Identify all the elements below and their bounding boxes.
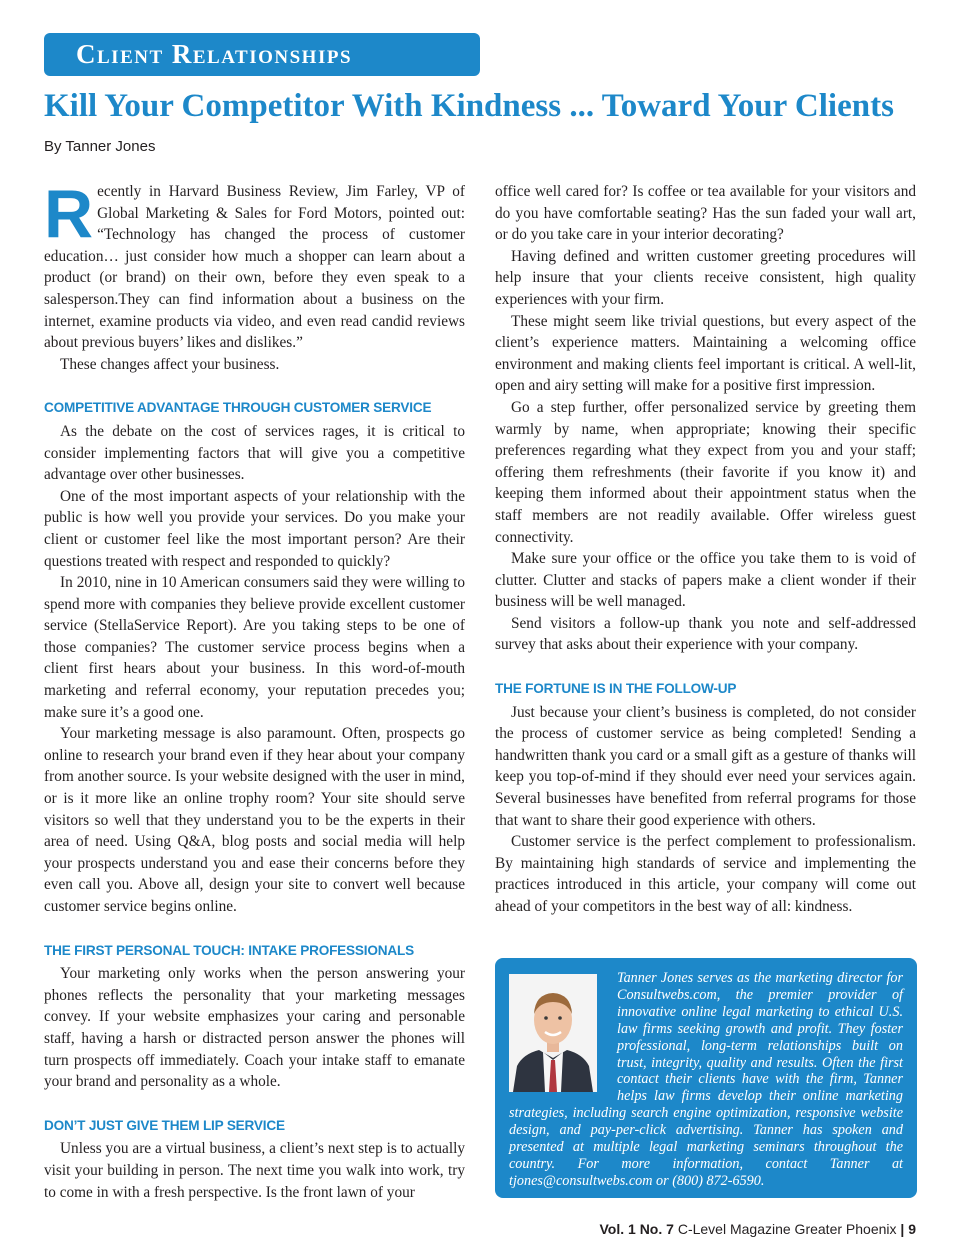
body-paragraph: Go a step further, offer personalized service by greeting them warmly by name, when appropriate; knowing their specific preferences regarding what they expect from you and your staff; offering them refreshments (their favorite if you know it) and keeping them informed about their appointment status when the staff members are not readily available. Offer wireless guest connectivity.: [495, 398, 916, 546]
body-paragraph: Your marketing message is also paramount. Often, prospects go online to research your brand even if they hear about your company from another source. Is your website designed with the user in mind, or is it more like an online trophy room? Your site should serve visitors so well that they understand you to be the experts in their area of need. Using Q&A, blog posts and social media will help your prospects understand you and ease their concerns before they even call you. Above all, design your site to convert well because customer service begins online.: [44, 725, 465, 915]
page-number: 9: [908, 1221, 916, 1237]
intro-paragraph-1: Recently in Harvard Business Review, Jim Farley, VP of Global Marketing & Sales for Ford Motors, pointed out: “Technology has changed the process of customer education… just consider how much a shopper can learn about a product (or brand) on their own, before they even speak to a salesperson.They can find information about a business on the internet, examine products via video, and even read candid reviews about previous buyers’ likes and dislikes.”: [44, 176, 465, 352]
body-paragraph: Unless you are a virtual business, a client’s next step is to actually visit your building in person. The next time you walk into work, try to come in with a fresh perspective. Is the front lawn of your: [44, 1140, 465, 1201]
body-paragraph: Your marketing only works when the person answering your phones reflects the personality that your marketing messages convey. If your website emphasizes your caring and personable staff, having a harsh or distracted person answer the phones will turn prospects off immediately. Coach your intake staff to emanate your brand and personality as a whole.: [44, 965, 465, 1091]
body-paragraph: These might seem like trivial questions, but every aspect of the client’s experience matters. Maintaining a welcoming office environment and making clients feel important is critical. A well-lit, open and airy setting will make for a positive first impression.: [495, 312, 916, 395]
issue-number: Vol. 1 No. 7: [599, 1221, 674, 1237]
drop-cap: R: [44, 176, 94, 252]
right-column: [495, 181, 916, 918]
section-heading: THE FIRST PERSONAL TOUCH: INTAKE PROFESSIONALS: [44, 942, 414, 958]
left-column: [44, 176, 465, 1203]
article-title: Kill Your Competitor With Kindness ... Toward Your Clients: [44, 88, 894, 124]
section-heading: THE FORTUNE IS IN THE FOLLOW-UP: [495, 681, 737, 697]
publication-name: C-Level Magazine Greater Phoenix: [677, 1221, 897, 1237]
section-tab: [44, 33, 480, 76]
section-heading: COMPETITIVE ADVANTAGE THROUGH CUSTOMER SERVICE: [44, 400, 432, 416]
page-footer: [600, 1221, 917, 1237]
intro-paragraph-2: These changes affect your business.: [60, 355, 280, 373]
body-paragraph: As the debate on the cost of services rages, it is critical to consider implementing factors that will give you a competitive advantage over other businesses.: [44, 422, 465, 484]
body-paragraph: One of the most important aspects of your relationship with the public is how well you provide your services. Do you make your client or customer feel like the most important person? Are their questions treated with respect and responded to quickly?: [44, 487, 465, 570]
body-paragraph: office well cared for? Is coffee or tea available for your visitors and do you have comfortable seating? Has the sun faded your wall art, or do you take care in your interior decorating?: [495, 183, 916, 244]
body-paragraph: Make sure your office or the office you take them to is void of clutter. Clutter and stacks of papers make a client wonder if their business will be well managed.: [495, 550, 916, 611]
author-bio-box: [495, 958, 917, 1198]
footer-separator: |: [900, 1221, 905, 1237]
body-paragraph: Just because your client’s business is completed, do not consider the process of customer service as being completed! Sending a handwritten thank you card or a small gift as a gesture of thanks will keep you top-of-mind if they should ever need your services again. Several businesses have benefited from referral programs for those that want to share their good experience with others.: [495, 703, 916, 829]
author-bio-text: Tanner Jones serves as the marketing director for Consultwebs.com, the premier provider of innovative online legal marketing to ethical U.S. law firms seeking growth and profit. They foster professional, long-term relationships built on trust, integrity, quality and results. Often the first contact their clients have with the firm, Tanner helps law firms develop their online marketing strategies, including search engine optimization, responsive website design, and pay-per-click advertising. Tanner has spoken and presented at multiple legal marketing seminars throughout the country. For more information, contact Tanner at tjones@consultwebs.com or (800) 872-6590.: [509, 970, 903, 1189]
body-paragraph: In 2010, nine in 10 American consumers said they were willing to spend more with companies they believe provide excellent customer service (StellaService Report). Are you taking steps to be one of those companies? The customer service process begins when a client first hears about your business. In this word-of-mouth marketing and referral economy, your reputation precedes you; make sure it’s a good one.: [44, 574, 465, 721]
body-paragraph: Customer service is the perfect complement to professionalism. By maintaining high standards of service and implementing the practices introduced in this article, your company will come out ahead of your competitors in the best way of all: kindness.: [495, 833, 916, 915]
body-paragraph: Send visitors a follow-up thank you note and self-addressed survey that asks about their experience with your company.: [495, 614, 916, 654]
byline: By Tanner Jones: [44, 138, 156, 155]
section-heading: DON’T JUST GIVE THEM LIP SERVICE: [44, 1117, 285, 1133]
section-label: Client Relationships: [76, 39, 353, 69]
body-paragraph: Having defined and written customer greeting procedures will help insure that your clients receive consistent, high quality experiences with your firm.: [495, 247, 916, 308]
